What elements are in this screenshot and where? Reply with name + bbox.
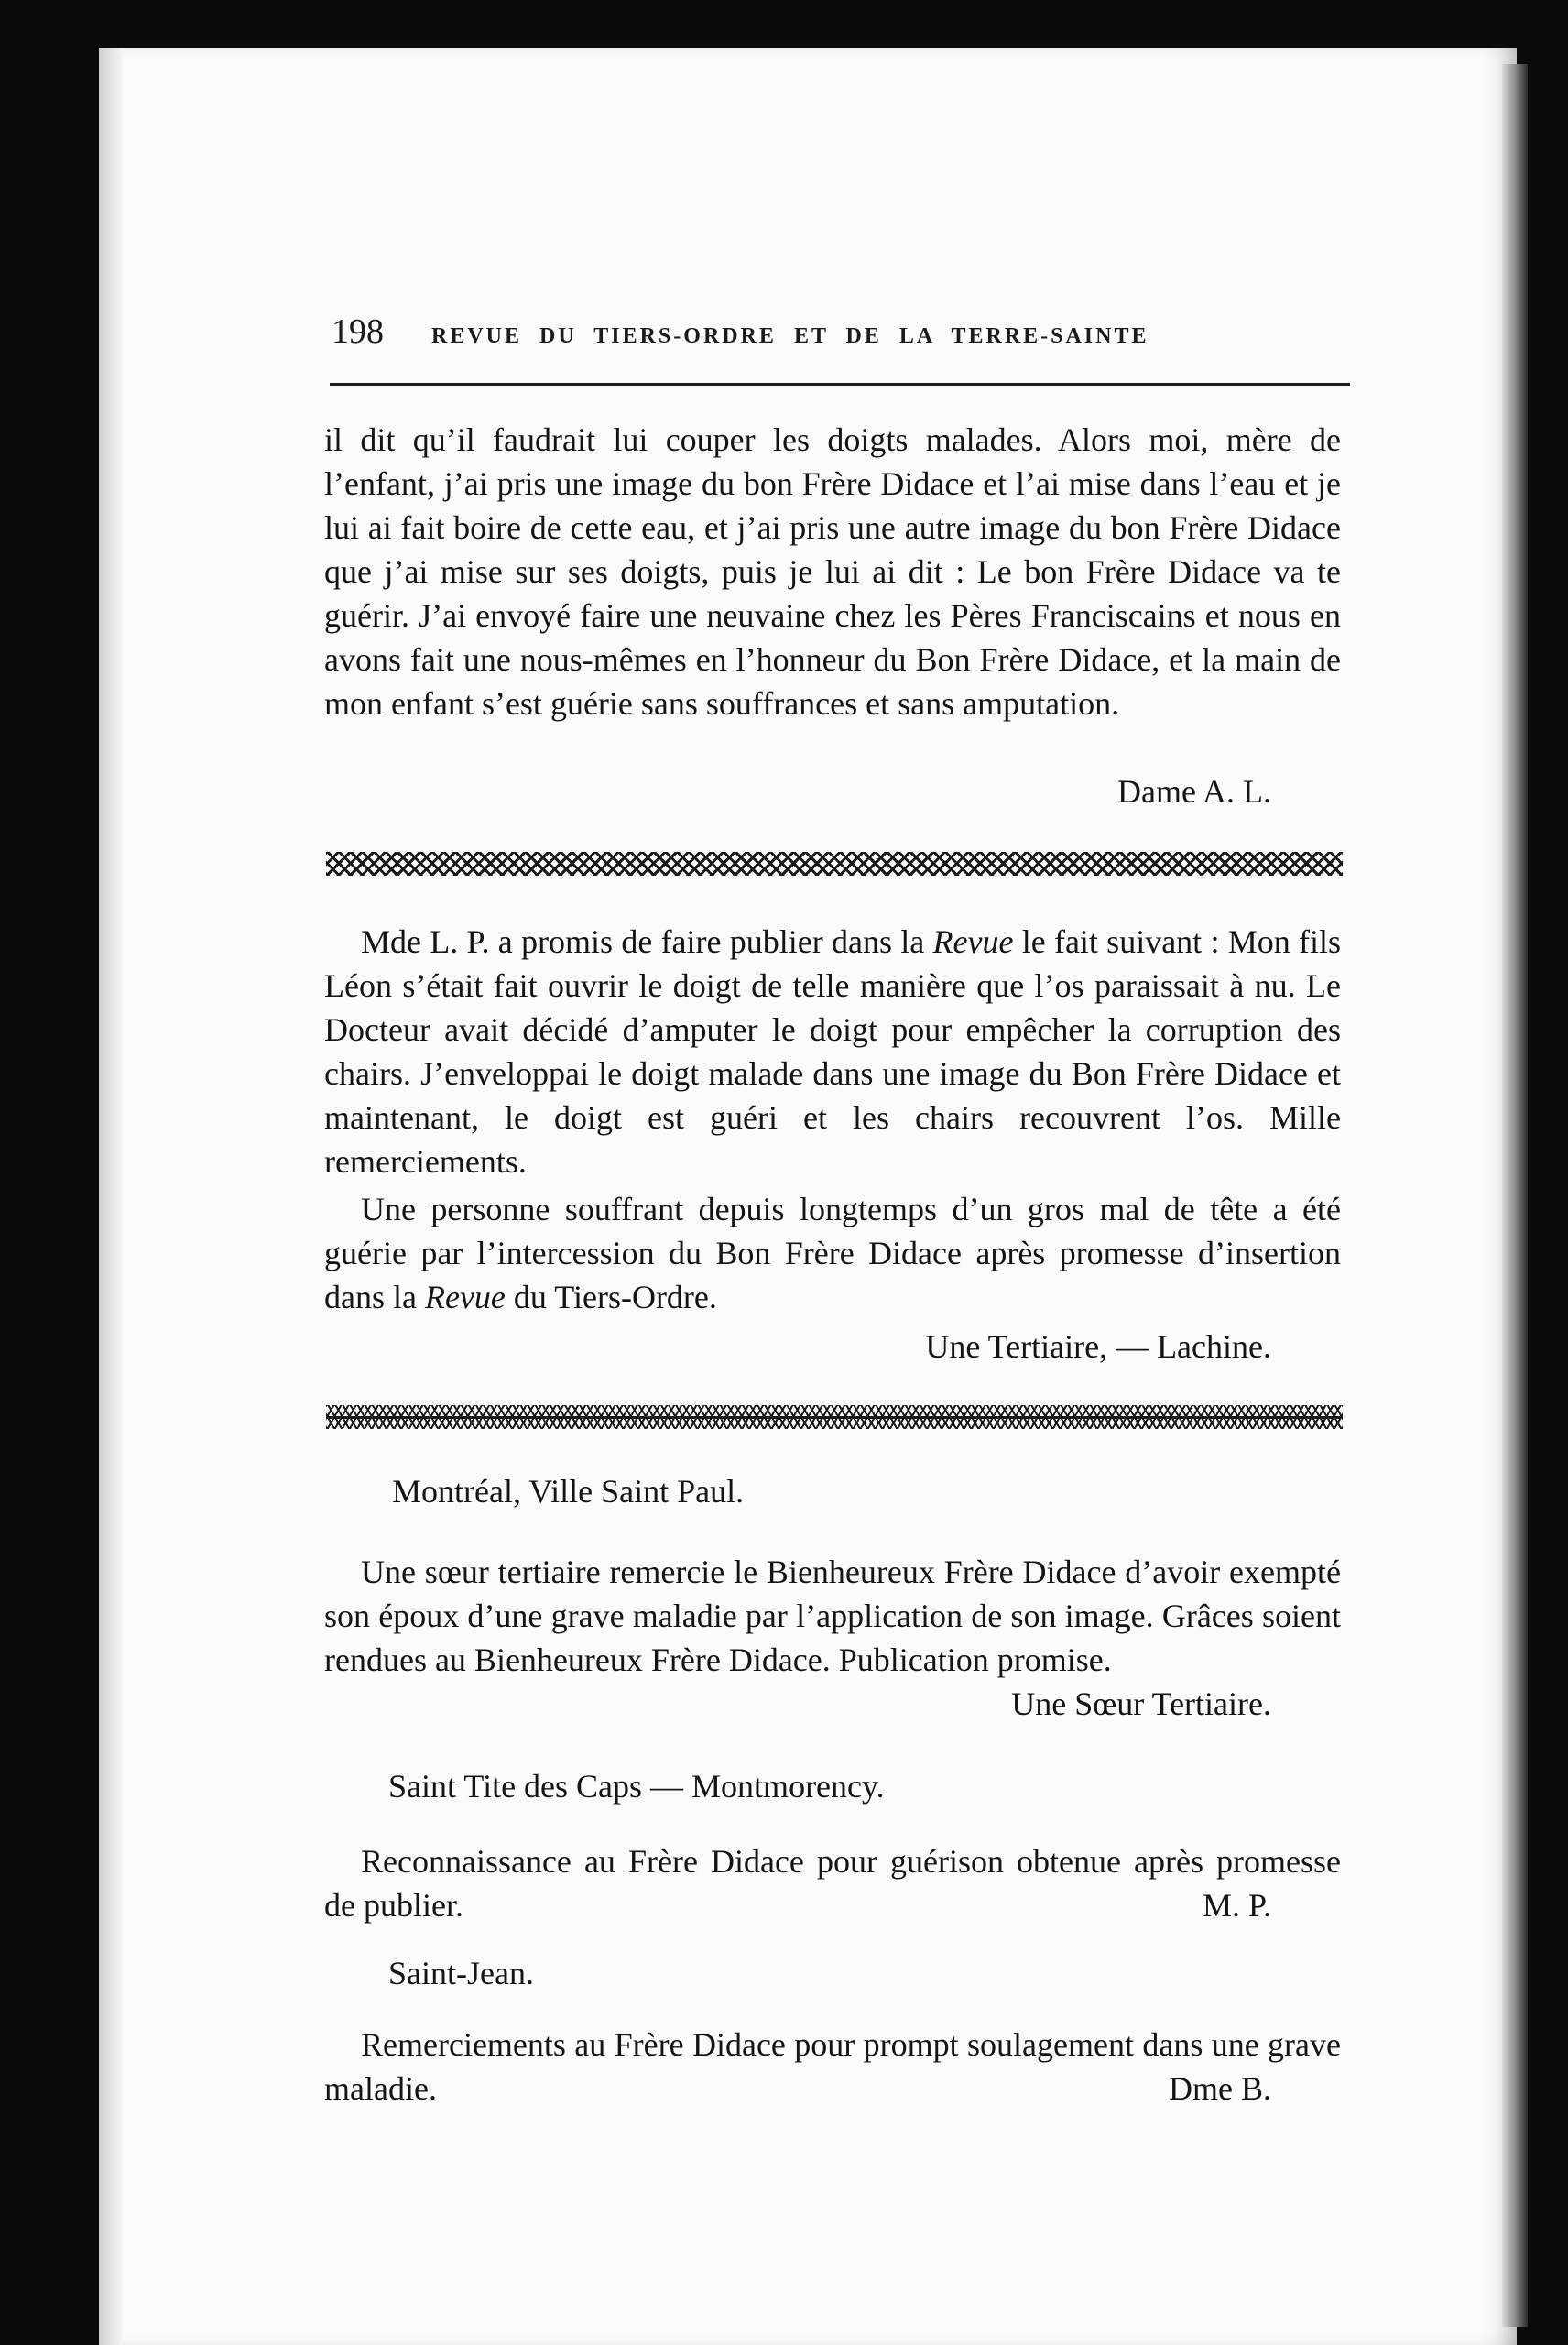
signature-dme-b: Dme B. bbox=[1169, 2070, 1271, 2107]
place-heading-montreal: Montréal, Ville Saint Paul. bbox=[392, 1473, 745, 1510]
revue-italic: Revue bbox=[932, 923, 1014, 960]
ornamental-divider-1 bbox=[326, 852, 1343, 876]
place-heading-saint-tite: Saint Tite des Caps — Montmorency. bbox=[388, 1768, 885, 1805]
entry-saint-jean: Remerciements au Frère Didace pour prompt soulagement dans une grave maladie. bbox=[324, 2026, 1341, 2107]
entry-saint-tite: Reconnaissance au Frère Didace pour guérison obtenue après promesse de publier. bbox=[324, 1843, 1341, 1924]
signature-soeur-tertiaire: Une Sœur Tertiaire. bbox=[1011, 1685, 1271, 1722]
running-title: REVUE DU TIERS-ORDRE ET DE LA TERRE-SAINTE bbox=[431, 324, 1149, 348]
testimony-paragraph-2: Mde L. P. a promis de faire publier dans la Revue le fait suivant : Mon fils Léon s’était fait ouvrir le doigt de telle manière que l’os paraissait à nu. Le Docteur avait décidé d’amputer le doigt pour empêcher la corruption des chairs. J’enveloppai le doigt malade dans une image du Bon Frère Didace et maintenant, le doigt est guéri et les chairs recouvrent l’os. Mille remerciements. bbox=[324, 923, 1341, 1180]
header-rule bbox=[330, 383, 1350, 386]
revue-italic: Revue bbox=[424, 1279, 506, 1315]
testimony-paragraph-1: il dit qu’il faudrait lui couper les doigts malades. Alors moi, mère de l’enfant, j’ai pris une image du bon Frère Didace et l’ai mise dans l’eau et je lui ai fait boire de cette eau, et j’ai pris une autre image du bon Frère Didace que j’ai mise sur ses doigts, puis je lui ai dit : Le bon Frère Didace va te guérir. J’ai envoyé faire une neuvaine chez les Pères Franciscains et nous en avons fait une nous-mêmes en l’honneur du Bon Frère Didace, et la main de mon enfant s’est guérie sans souffrances et sans amputation. bbox=[324, 421, 1341, 722]
signature-mp: M. P. bbox=[1202, 1887, 1271, 1924]
entry-montreal: Une sœur tertiaire remercie le Bienheureux Frère Didace d’avoir exempté son époux d’une grave maladie par l’application de son image. Grâces soient rendues au Bienheureux Frère Didace. Publication promise. bbox=[324, 1554, 1341, 1678]
signature-tertiaire-lachine: Une Tertiaire, — Lachine. bbox=[925, 1328, 1271, 1365]
signature-dame-al: Dame A. L. bbox=[1117, 773, 1271, 810]
ornamental-divider-2 bbox=[326, 1405, 1343, 1429]
testimony-paragraph-3: Une personne souffrant depuis longtemps d’un gros mal de tête a été guérie par l’intercession du Bon Frère Didace après promesse d’insertion dans la Revue du Tiers-Ordre. bbox=[324, 1191, 1341, 1315]
page-header bbox=[332, 311, 1339, 357]
book-spine-shadow bbox=[99, 48, 123, 2345]
page-number: 198 bbox=[332, 312, 384, 351]
place-heading-saint-jean: Saint-Jean. bbox=[388, 1955, 534, 1991]
page-edge bbox=[1502, 64, 1528, 2327]
